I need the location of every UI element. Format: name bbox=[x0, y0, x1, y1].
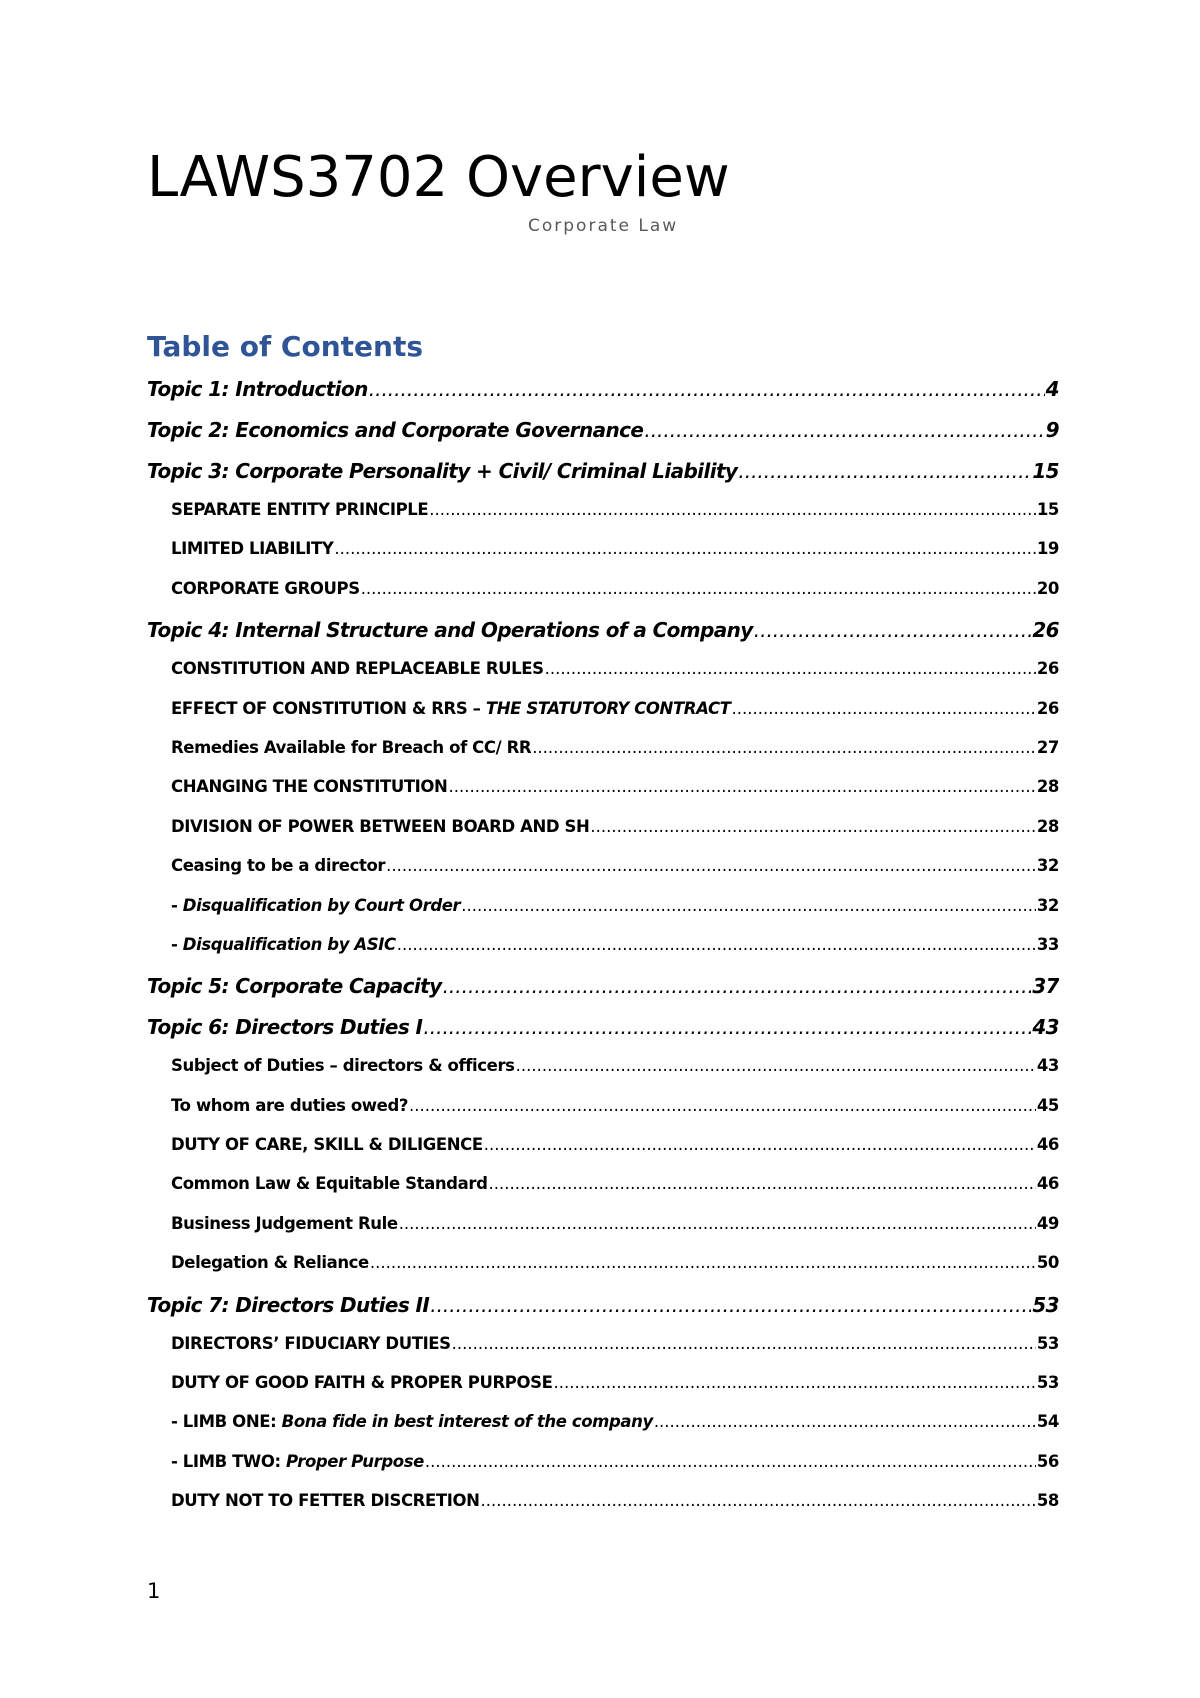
toc-entry-title bbox=[171, 1174, 487, 1193]
toc-entry-page-number: 27 bbox=[1036, 737, 1059, 757]
toc-entry[interactable] bbox=[147, 1015, 1059, 1056]
toc-dot-leader bbox=[738, 459, 1031, 483]
toc-entry[interactable] bbox=[147, 1214, 1059, 1253]
toc-entry-title bbox=[171, 1096, 408, 1115]
toc-entry[interactable] bbox=[147, 377, 1059, 418]
toc-entry-title-italic: Disqualification by Court Order bbox=[182, 895, 461, 915]
toc-entry-title bbox=[171, 579, 360, 598]
toc-entry-page-number: 26 bbox=[1032, 618, 1059, 643]
toc-entry-page-number: 28 bbox=[1036, 816, 1059, 836]
toc-entry-title bbox=[171, 817, 589, 836]
toc-entry-title-text: - LIMB TWO: bbox=[171, 1451, 287, 1471]
toc-entry[interactable] bbox=[147, 1412, 1059, 1451]
toc-entry[interactable] bbox=[147, 1334, 1059, 1373]
toc-entry[interactable] bbox=[147, 418, 1059, 459]
toc-entry-title-text: DIRECTORS’ FIDUCIARY DUTIES bbox=[171, 1333, 451, 1353]
toc-dot-leader bbox=[429, 500, 1036, 519]
toc-entry-title-text: Topic 3: Corporate Personality + Civil/ Criminal Liability bbox=[147, 459, 738, 483]
page-number: 1 bbox=[147, 1579, 161, 1603]
toc-dot-leader bbox=[461, 896, 1036, 915]
toc-entry-title-text: DIVISION OF POWER BETWEEN BOARD AND SH bbox=[171, 816, 590, 836]
toc-entry-page-number: 46 bbox=[1036, 1174, 1059, 1194]
toc-entry-title-text: Ceasing to be a director bbox=[171, 856, 386, 876]
toc-entry-title bbox=[171, 1452, 424, 1471]
toc-dot-leader bbox=[654, 1412, 1036, 1431]
toc-entry[interactable] bbox=[147, 579, 1059, 618]
toc-dot-leader bbox=[481, 1491, 1036, 1510]
toc-entry-title-text: Remedies Available for Breach of CC/ RR bbox=[171, 737, 532, 757]
toc-entry-page-number: 15 bbox=[1032, 459, 1059, 483]
toc-entry-title bbox=[171, 1135, 483, 1154]
toc-entry[interactable] bbox=[147, 1253, 1059, 1292]
toc-entry-page-number: 20 bbox=[1036, 578, 1059, 598]
toc-entry[interactable] bbox=[147, 974, 1059, 1015]
toc-entry-title-text: Topic 5: Corporate Capacity bbox=[147, 974, 442, 999]
toc-entry-page-number: 33 bbox=[1036, 934, 1059, 954]
toc-entry[interactable] bbox=[147, 500, 1059, 539]
toc-entry-page-number: 43 bbox=[1036, 1056, 1059, 1076]
toc-entry[interactable] bbox=[147, 1135, 1059, 1174]
toc-entry-title-text: Topic 2: Economics and Corporate Governance bbox=[147, 418, 644, 442]
toc-entry-title-text: Topic 7: Directors Duties II bbox=[147, 1292, 430, 1317]
toc-dot-leader bbox=[370, 1253, 1036, 1272]
toc-entry-title-text: CONSTITUTION AND REPLACEABLE RULES bbox=[171, 659, 544, 679]
toc-entry-title-text: To whom are duties owed? bbox=[171, 1095, 409, 1115]
toc-entry-title-text: EFFECT OF CONSTITUTION & RRS – bbox=[171, 698, 486, 718]
toc-entry-title bbox=[171, 659, 544, 678]
toc-entry[interactable] bbox=[147, 1174, 1059, 1213]
toc-entry-title-text: SEPARATE ENTITY PRINCIPLE bbox=[171, 500, 429, 519]
toc-entry-title-text: Business Judgement Rule bbox=[171, 1213, 398, 1233]
toc-entry[interactable] bbox=[147, 817, 1059, 856]
toc-entry[interactable] bbox=[147, 618, 1059, 659]
toc-dot-leader bbox=[443, 974, 1032, 998]
toc-entry-title bbox=[171, 1056, 515, 1075]
toc-entry-page-number: 43 bbox=[1032, 1015, 1059, 1040]
toc-entry-title-text: Topic 4: Internal Structure and Operations of a Company bbox=[147, 618, 753, 643]
toc-entry-title bbox=[171, 500, 428, 519]
toc-entry-page-number: 28 bbox=[1036, 777, 1059, 797]
toc-entry[interactable] bbox=[147, 896, 1059, 935]
toc-entry-title bbox=[171, 896, 460, 915]
toc-entry-title bbox=[171, 856, 385, 875]
toc-dot-leader bbox=[452, 1334, 1036, 1353]
toc-entry-title-text: - LIMB ONE: bbox=[171, 1412, 282, 1432]
toc-entry-page-number: 4 bbox=[1045, 377, 1059, 401]
toc-entry[interactable] bbox=[147, 777, 1059, 816]
toc-entry-title-text: DUTY NOT TO FETTER DISCRETION bbox=[171, 1491, 480, 1511]
toc-entry-title-text: - bbox=[171, 895, 183, 915]
toc-entry[interactable] bbox=[147, 1373, 1059, 1412]
toc-entry-title bbox=[171, 539, 333, 558]
toc-dot-leader bbox=[369, 377, 1045, 401]
toc-dot-leader bbox=[488, 1174, 1035, 1193]
toc-entry-title bbox=[171, 699, 731, 718]
toc-entry-title-italic: Proper Purpose bbox=[286, 1451, 424, 1471]
toc-dot-leader bbox=[484, 1135, 1036, 1154]
toc-entry-page-number: 49 bbox=[1036, 1213, 1059, 1233]
toc-entry-title-text: Common Law & Equitable Standard bbox=[171, 1174, 488, 1194]
toc-entry-title bbox=[171, 1253, 369, 1272]
toc-dot-leader bbox=[532, 738, 1036, 757]
toc-dot-leader bbox=[409, 1096, 1036, 1115]
toc-entry-title-text: LIMITED LIABILITY bbox=[171, 539, 334, 559]
toc-entry-page-number: 32 bbox=[1036, 856, 1059, 876]
toc-dot-leader bbox=[430, 1293, 1031, 1317]
toc-entry-page-number: 46 bbox=[1036, 1135, 1059, 1155]
toc-dot-leader bbox=[399, 1214, 1036, 1233]
toc-entry-page-number: 32 bbox=[1036, 895, 1059, 915]
toc-dot-leader bbox=[590, 817, 1035, 836]
toc-entry-title-text: Subject of Duties – directors & officers bbox=[171, 1056, 515, 1076]
toc-entry-title-italic: THE STATUTORY CONTRACT bbox=[485, 698, 731, 718]
toc-entry-page-number: 19 bbox=[1036, 539, 1059, 559]
toc-entry[interactable] bbox=[147, 856, 1059, 895]
toc-dot-leader bbox=[553, 1373, 1035, 1392]
toc-entry-title bbox=[147, 1015, 422, 1039]
toc-entry-title-text: DUTY OF CARE, SKILL & DILIGENCE bbox=[171, 1135, 483, 1155]
toc-entry-title-text: DUTY OF GOOD FAITH & PROPER PURPOSE bbox=[171, 1373, 553, 1393]
toc-dot-leader bbox=[423, 1015, 1031, 1039]
toc-entry-title-text: - bbox=[171, 934, 183, 954]
toc-entry-page-number: 56 bbox=[1036, 1451, 1059, 1471]
toc-dot-leader bbox=[644, 418, 1044, 442]
toc-entry-title bbox=[147, 974, 442, 998]
toc-entry[interactable] bbox=[147, 699, 1059, 738]
toc-entry-title bbox=[147, 418, 643, 442]
toc-entry-page-number: 53 bbox=[1036, 1333, 1059, 1353]
toc-entry-page-number: 37 bbox=[1032, 974, 1059, 999]
toc-entry[interactable] bbox=[147, 935, 1059, 974]
toc-entry-title bbox=[147, 459, 737, 483]
toc-entry-title-text: CHANGING THE CONSTITUTION bbox=[171, 777, 448, 797]
toc-entry[interactable] bbox=[147, 539, 1059, 578]
toc-entry-title-italic: Disqualification by ASIC bbox=[182, 934, 396, 954]
toc-dot-leader bbox=[516, 1056, 1036, 1075]
toc-dot-leader bbox=[754, 618, 1032, 642]
toc-entry-title bbox=[147, 618, 753, 642]
toc-dot-leader bbox=[448, 777, 1035, 796]
toc-entry-title-italic: Bona fide in best interest of the company bbox=[281, 1412, 653, 1432]
toc-entry-title bbox=[147, 1293, 429, 1317]
toc-entry-title bbox=[147, 377, 368, 401]
toc-entry-title-text: Topic 6: Directors Duties I bbox=[147, 1015, 423, 1040]
toc-entry-title-text: CORPORATE GROUPS bbox=[171, 578, 360, 598]
toc-entry-page-number: 15 bbox=[1036, 500, 1059, 519]
toc-entry-title-text: Delegation & Reliance bbox=[171, 1253, 369, 1273]
toc-entry[interactable] bbox=[147, 738, 1059, 777]
document-subtitle: Corporate Law bbox=[528, 216, 679, 236]
toc-entry-page-number: 26 bbox=[1036, 659, 1059, 679]
toc-entry[interactable] bbox=[147, 659, 1059, 698]
toc-entry[interactable] bbox=[147, 1491, 1059, 1530]
toc-entry-title bbox=[171, 738, 531, 757]
toc-entry[interactable] bbox=[147, 459, 1059, 500]
toc-heading: Table of Contents bbox=[147, 330, 424, 363]
toc-entry-title bbox=[171, 1214, 398, 1233]
toc-entry-title bbox=[171, 1373, 552, 1392]
toc-dot-leader bbox=[545, 659, 1036, 678]
toc-entry-title bbox=[171, 1334, 451, 1353]
toc-dot-leader bbox=[397, 935, 1036, 954]
document-title: LAWS3702 Overview bbox=[147, 145, 730, 210]
toc-entry-title bbox=[171, 777, 447, 796]
toc-entry[interactable] bbox=[147, 1096, 1059, 1135]
toc-dot-leader bbox=[386, 856, 1036, 875]
toc-entry[interactable] bbox=[147, 1056, 1059, 1095]
toc-dot-leader bbox=[425, 1452, 1036, 1471]
toc-entry-title bbox=[171, 1412, 653, 1431]
toc-entry-page-number: 9 bbox=[1045, 418, 1059, 442]
toc-dot-leader bbox=[732, 699, 1036, 718]
toc-entry-page-number: 58 bbox=[1036, 1491, 1059, 1511]
toc-entry-page-number: 45 bbox=[1036, 1095, 1059, 1115]
toc-entry[interactable] bbox=[147, 1293, 1059, 1334]
toc-entry-title bbox=[171, 1491, 480, 1510]
toc-entry-title-text: Topic 1: Introduction bbox=[147, 377, 368, 401]
toc-entry-page-number: 26 bbox=[1036, 698, 1059, 718]
table-of-contents bbox=[147, 377, 1059, 1531]
toc-dot-leader bbox=[334, 539, 1035, 558]
toc-entry-page-number: 54 bbox=[1036, 1412, 1059, 1432]
toc-dot-leader bbox=[361, 579, 1036, 598]
toc-entry-page-number: 53 bbox=[1032, 1292, 1059, 1317]
toc-entry-page-number: 53 bbox=[1036, 1373, 1059, 1393]
toc-entry-title bbox=[171, 935, 396, 954]
toc-entry-page-number: 50 bbox=[1036, 1253, 1059, 1273]
toc-entry[interactable] bbox=[147, 1452, 1059, 1491]
